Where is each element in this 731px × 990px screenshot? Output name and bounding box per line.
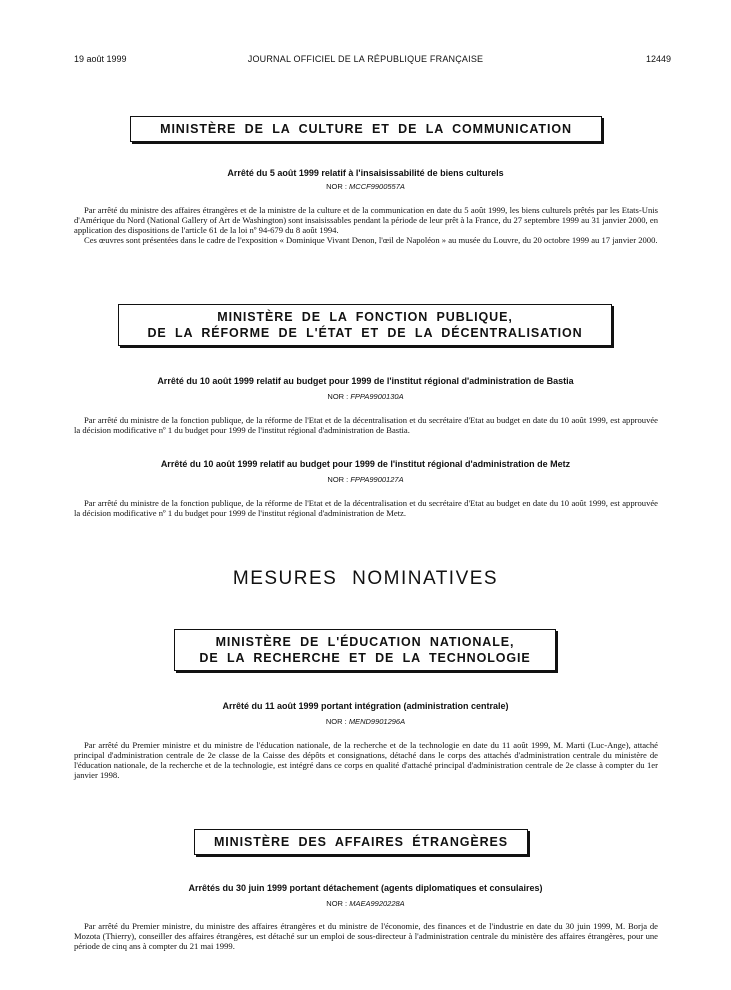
ministry-heading-line: MINISTÈRE DE LA FONCTION PUBLIQUE, — [217, 310, 513, 324]
ministry-heading-fonction-publique — [118, 304, 612, 346]
header-date: 19 août 1999 — [74, 54, 127, 64]
ministry-heading-education — [174, 629, 556, 671]
ministry-heading-line: DE LA RÉFORME DE L'ÉTAT ET DE LA DÉCENTRALISATION — [147, 326, 583, 340]
ministry-heading-culture — [130, 116, 602, 142]
nor-code: FPPA9900130A — [350, 392, 404, 401]
nor-code: MCCF9900557A — [349, 182, 405, 191]
nor-label: NOR : — [327, 475, 349, 484]
nor-label: NOR : — [325, 717, 347, 726]
paragraph: Par arrêté du ministre de la fonction publique, de la réforme de l'Etat et de la décentralisation et du secrétaire d'Etat au budget en date du 10 août 1999, est approuvée la décision modificative nº 1 du budget pour 1999 de l'institut régional d'administration de Bastia. — [74, 415, 658, 435]
paragraph: Ces œuvres sont présentées dans le cadre de l'exposition « Dominique Vivant Denon, l'œil de Napoléon » au musée du Louvre, du 20 octobre 1999 au 17 janvier 2000. — [84, 235, 658, 245]
mesures-nominatives-heading: MESURES NOMINATIVES — [232, 568, 499, 589]
nor-reference — [0, 899, 731, 908]
ministry-heading-line: MINISTÈRE DE L'ÉDUCATION NATIONALE, — [215, 635, 515, 649]
arrete-title: Arrêté du 10 août 1999 relatif au budget pour 1999 de l'institut régional d'administration de Bastia — [157, 376, 574, 386]
paragraph: Par arrêté du ministre de la fonction publique, de la réforme de l'Etat et de la décentralisation et du secrétaire d'Etat au budget en date du 10 août 1999, est approuvée la décision modificative nº 1 du budget pour 1999 de l'institut régional d'administration de Metz. — [74, 498, 658, 518]
page-header — [0, 0, 731, 80]
nor-code: FPPA9900127A — [350, 475, 404, 484]
nor-reference — [0, 182, 731, 191]
arrete-body — [74, 415, 658, 435]
arrete-title: Arrêté du 11 août 1999 portant intégration (administration centrale) — [222, 701, 509, 711]
nor-reference — [0, 475, 731, 484]
paragraph: Par arrêté du Premier ministre et du ministre de l'éducation nationale, de la recherche et de la technologie en date du 11 août 1999, M. Marti (Luc-Ange), attaché principal d'administration centrale de 2e classe de la Caisse des dépôts et consignations, détaché dans le corps des attachés d'administration centrale du ministère de l'éducation nationale, de la recherche et de la technologie, est intégré dans ce corps en qualité d'attaché principal d'administration centrale de 2e classe à compter du 1er janvier 1998. — [74, 740, 658, 780]
header-page-number: 12449 — [645, 54, 671, 64]
arrete-body — [74, 921, 658, 951]
nor-label: NOR : — [326, 182, 347, 191]
nor-code: MAEA9920228A — [349, 899, 405, 908]
nor-label: NOR : — [326, 899, 348, 908]
arrete-body — [74, 205, 658, 245]
ministry-heading-line: MINISTÈRE DES AFFAIRES ÉTRANGÈRES — [213, 835, 509, 849]
paragraph: Par arrêté du ministre des affaires étrangères et de la ministre de la culture et de la communication en date du 5 août 1999, les biens culturels prêtés par les Etats-Unis d'Amérique du Nord (National Gallery of Art de Washington) sont insaisissables pendant la période de leur prêt à la France, du 27 septembre 1999 au 31 janvier 2000, en application des dispositions de l'article 61 de la loi nº 94-679 du 8 août 1994. — [74, 205, 658, 235]
nor-code: MEND9901296A — [348, 717, 406, 726]
header-journal-title: JOURNAL OFFICIEL DE LA RÉPUBLIQUE FRANÇAISE — [247, 54, 484, 64]
arrete-body — [74, 740, 658, 780]
nor-label: NOR : — [327, 392, 349, 401]
arrete-body — [74, 498, 658, 518]
arrete-title: Arrêté du 5 août 1999 relatif à l'insaisissabilité de biens culturels — [227, 168, 504, 178]
arrete-title: Arrêté du 10 août 1999 relatif au budget pour 1999 de l'institut régional d'administration de Metz — [160, 459, 571, 469]
ministry-heading-line: DE LA RECHERCHE ET DE LA TECHNOLOGIE — [199, 651, 531, 665]
nor-reference — [0, 392, 731, 401]
paragraph: Par arrêté du Premier ministre, du ministre des affaires étrangères et du ministre de l'économie, des finances et de l'industrie en date du 30 juin 1999, M. Borja de Mozota (Thierry), conseiller des affaires étrangères, est détaché sur un emploi de sous-directeur à l'administration centrale du ministère des affaires étrangères, pour une période de cinq ans à compter du 21 mai 1999. — [74, 921, 658, 951]
ministry-heading-line: MINISTÈRE DE LA CULTURE ET DE LA COMMUNICATION — [160, 122, 572, 136]
arrete-title: Arrêtés du 30 juin 1999 portant détachement (agents diplomatiques et consulaires) — [188, 883, 543, 893]
nor-reference — [0, 717, 731, 726]
ministry-heading-affaires-etrangeres — [194, 829, 528, 855]
